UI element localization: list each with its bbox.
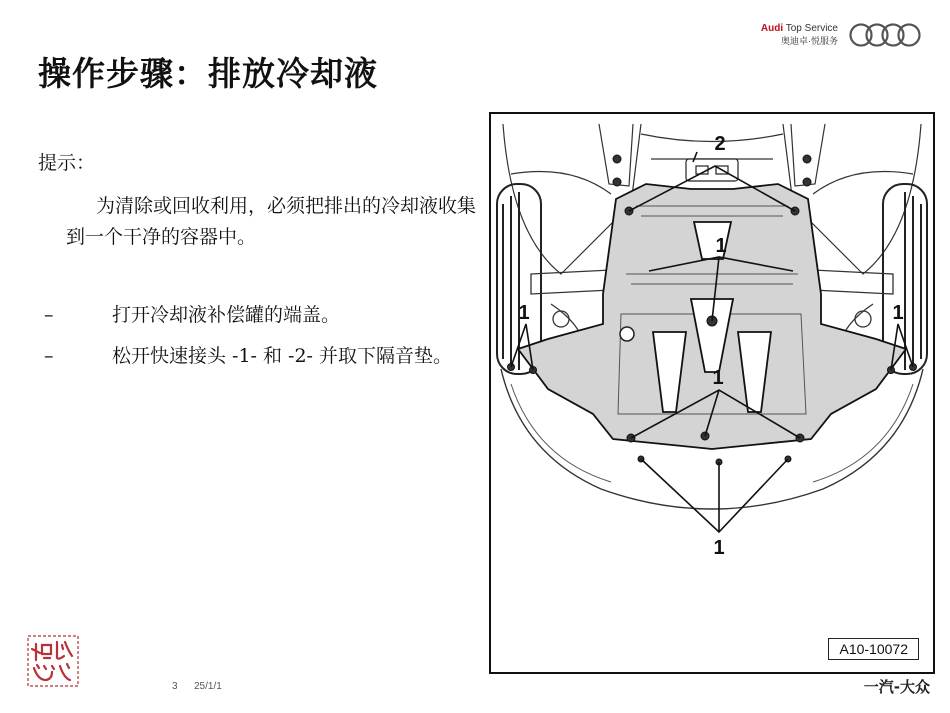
step-text: 松开快速接头 -1- 和 -2- 并取下隔音垫。 [112,345,453,367]
step-dash: – [44,345,54,367]
hint-text: 为清除或回收利用，必须把排出的冷却液收集到一个干净的容器中。 [66,195,477,248]
footer-date: 25/1/1 [194,681,222,692]
step-dash: – [44,304,54,326]
seal-stamp [24,632,82,690]
brand-header [761,22,922,48]
callout-1: 1 [892,302,904,324]
callout-2: 2 [714,133,726,155]
underbody-drawing [491,114,933,672]
page-number: 3 [172,681,178,692]
brand-text [761,23,838,47]
figure-code: A10-10072 [828,638,919,660]
hint-label: 提示： [38,152,96,174]
callout-1: 1 [712,367,724,389]
underbody-diagram [489,112,935,674]
callout-1: 1 [518,302,530,324]
brand-audi: Audi [760,23,784,34]
step-item [38,341,478,372]
callout-1: 1 [715,235,727,257]
step-item [38,300,478,331]
brand-subtitle: 奥迪卓·悦服务 [781,36,838,46]
step-text: 打开冷却液补偿罐的端盖。 [112,304,341,326]
brand-service: Top Service [785,23,838,34]
instructions [38,148,478,382]
page-title: 操作步骤：排放冷却液 [38,54,378,93]
callout-1: 1 [713,537,725,559]
audi-rings-logo [848,22,922,48]
footer-brand: 一汽-大众 [863,678,930,696]
